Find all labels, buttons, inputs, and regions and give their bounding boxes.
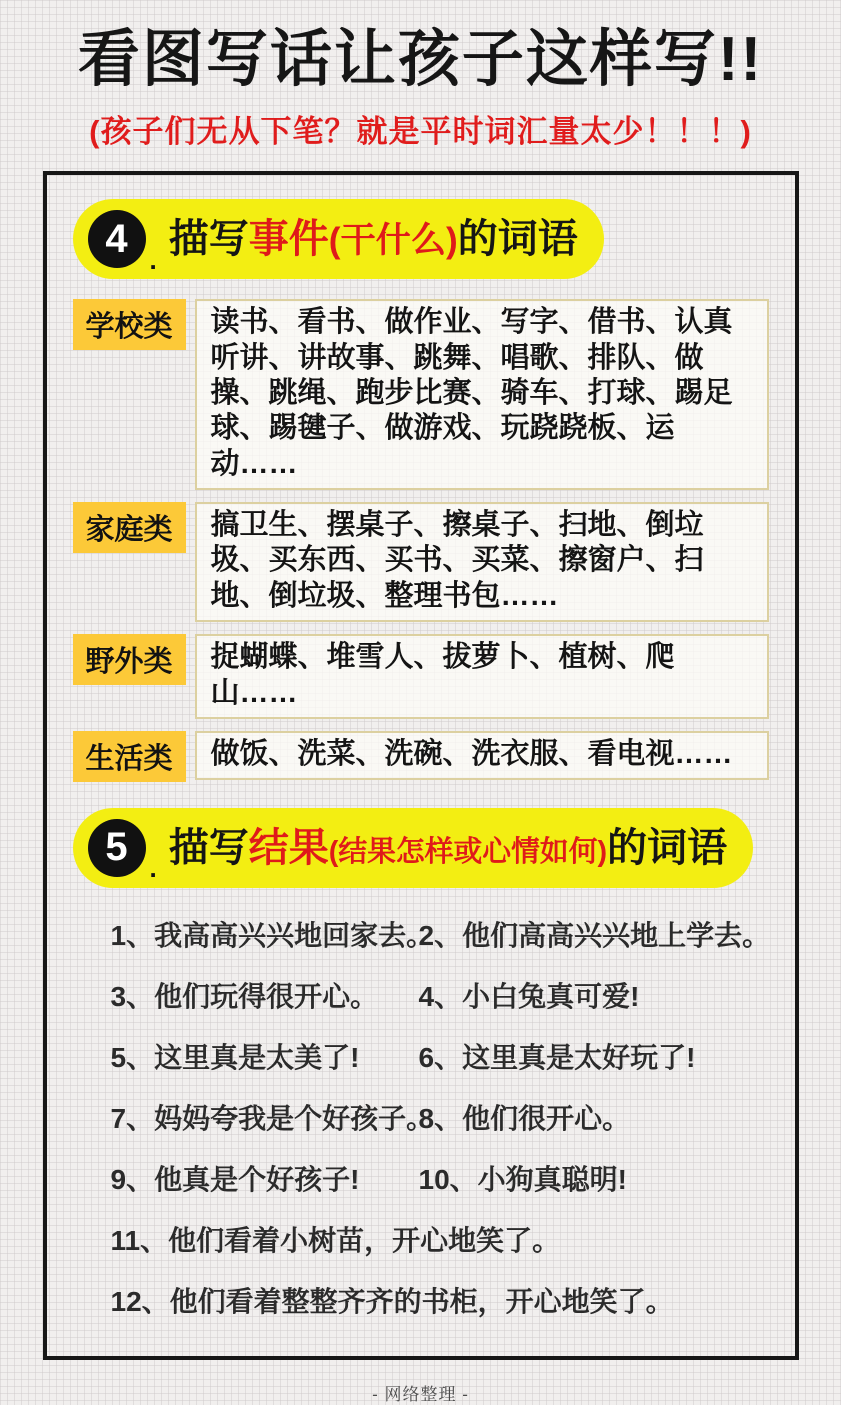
heading-paren: (结果怎样或心情如何)	[328, 835, 608, 868]
content-box	[43, 171, 799, 1360]
heading-suffix: 的词语	[607, 825, 728, 870]
section-heading-text	[169, 826, 727, 870]
sentence-item-6: 6、这里真是太好玩了!	[418, 1041, 696, 1073]
sentence-item-4: 4、小白兔真可爱!	[418, 980, 640, 1012]
sentence-item-7: 7、妈妈夸我是个好孩子。	[110, 1102, 435, 1134]
section-results	[73, 808, 769, 1320]
heading-prefix: 描写	[168, 825, 249, 870]
heading-suffix: 的词语	[457, 217, 578, 262]
table-row	[73, 731, 769, 782]
sentence-item-5: 5、这里真是太美了!	[110, 1041, 360, 1073]
table-row	[73, 299, 769, 490]
row-content-outdoor: 捉蝴蝶、堆雪人、拔萝卜、植树、爬山……	[195, 634, 769, 719]
sentence-item-2: 2、他们高高兴兴地上学去。	[418, 919, 771, 951]
number-badge-dot: .	[149, 244, 157, 275]
heading-highlight: 事件	[248, 217, 329, 262]
section-heading-text	[169, 217, 578, 261]
row-label-school: 学校类	[73, 299, 186, 350]
row-label-life: 生活类	[73, 731, 186, 782]
row-label-outdoor: 野外类	[73, 634, 186, 685]
heading-paren: (干什么)	[328, 221, 458, 261]
heading-prefix: 描写	[168, 217, 249, 262]
sentence-item-3: 3、他们玩得很开心。	[110, 980, 379, 1012]
table-row	[73, 634, 769, 719]
sentence-item-9: 9、他真是个好孩子!	[110, 1163, 360, 1195]
heading-highlight: 结果	[248, 825, 329, 870]
number-badge-5: 5	[88, 819, 146, 877]
sentence-item-8: 8、他们很开心。	[418, 1102, 631, 1134]
sentence-item-12: 12、他们看着整整齐齐的书柜，开心地笑了。	[110, 1285, 674, 1317]
row-label-family: 家庭类	[73, 502, 186, 553]
row-content-family: 搞卫生、摆桌子、擦桌子、扫地、倒垃圾、买东西、买书、买菜、擦窗户、扫地、倒垃圾、整理书包……	[195, 502, 769, 622]
sentence-item-10: 10、小狗真聪明!	[418, 1163, 627, 1195]
section-heading-results	[73, 808, 754, 888]
number-badge-4: 4	[88, 210, 146, 268]
page-title: 看图写话让孩子这样写!!	[77, 25, 764, 94]
section-events	[73, 199, 769, 782]
row-content-life: 做饭、洗菜、洗碗、洗衣服、看电视……	[195, 731, 769, 780]
sentence-list	[73, 914, 769, 1320]
number-badge-dot: .	[149, 853, 157, 884]
sentence-item-1: 1、我高高兴兴地回家去。	[110, 919, 435, 951]
sentence-item-11: 11、他们看着小树苗，开心地笑了。	[110, 1224, 561, 1256]
table-row	[73, 502, 769, 622]
section-heading-events	[73, 199, 604, 279]
row-content-school: 读书、看书、做作业、写字、借书、认真听讲、讲故事、跳舞、唱歌、排队、做操、跳绳、跑步比赛、骑车、打球、踢足球、踢毽子、做游戏、玩跷跷板、运动……	[195, 299, 769, 490]
word-table	[73, 299, 769, 782]
footer-note: - 网络整理 -	[372, 1384, 469, 1404]
page-subtitle: (孩子们无从下笔？就是平时词汇量太少！！！)	[89, 114, 752, 150]
